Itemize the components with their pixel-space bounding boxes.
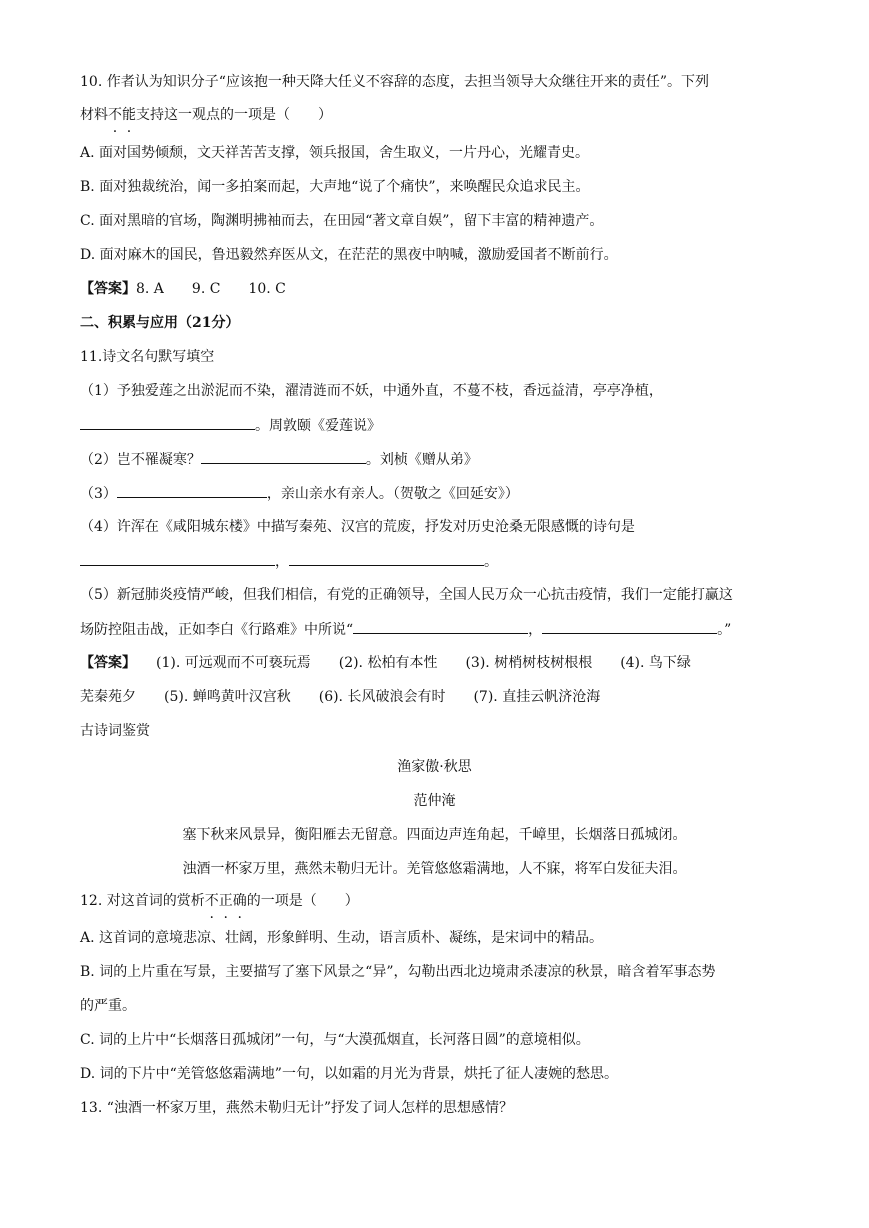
fill-blank[interactable] — [353, 619, 528, 634]
q11-part5-line1: （5）新冠肺炎疫情严峻，但我们相信，有党的正确领导，全国人民万众一心抗击疫情，我们一定能打赢这 — [80, 587, 733, 603]
q11-part1-line1: （1）予独爱莲之出淤泥而不染，濯清涟而不妖，中通外直，不蔓不枝，香远益清，亭亭净植， — [80, 383, 663, 399]
q10-stem-line1: 10. 作者认为知识分子“应该抱一种天降大任义不容辞的态度，去担当领导大众继往开来的责任”。下列 — [80, 74, 710, 90]
q10-option-a: A. 面对国势倾颓，文天祥苦苦支撑，领兵报国，舍生取义，一片丹心，光耀青史。 — [80, 145, 590, 161]
answer-line-11: 【答案】 (1). 可远观而不可亵玩焉 (2). 松柏有本性 (3). 树梢树枝树根根 (4). 鸟下绿 — [80, 655, 691, 671]
fill-blank[interactable] — [289, 551, 484, 566]
fill-blank[interactable] — [80, 551, 275, 566]
emphasis-mark: 确 — [232, 893, 247, 909]
q10-option-d: D. 面对麻木的国民，鲁迅毅然弃医从文，在茫茫的黑夜中呐喊，激励爱国者不断前行。 — [80, 247, 618, 263]
poem-author: 范仲淹 — [413, 793, 456, 809]
answer-line-8-10: 【答案】8. A 9. C 10. C — [80, 281, 286, 297]
q10-stem-line2: 材料不能支持这一观点的一项是（ ） — [80, 107, 332, 123]
q12-option-a: A. 这首词的意境悲凉、壮阔，形象鲜明、生动，语言质朴、凝练，是宋词中的精品。 — [80, 930, 604, 946]
answer-line-11-cont: 芜秦苑夕 (5). 蝉鸣黄叶汉宫秋 (6). 长风破浪会有时 (7). 直挂云帆济沧海 — [80, 689, 601, 705]
q11-part3: （3） ，亲山亲水有亲人。（贺敬之《回延安》） — [80, 483, 519, 504]
answer-label: 【答案】 — [80, 655, 136, 671]
q11-part4-line2: ， 。 — [80, 551, 498, 572]
q12-option-b-line2: 的严重。 — [80, 998, 136, 1014]
q11-part5-line2: 场防控阻击战，正如李白《行路难》中所说“ ， 。” — [80, 619, 731, 640]
fill-blank[interactable] — [80, 415, 255, 430]
q10-option-c: C. 面对黑暗的官场，陶渊明拂袖而去，在田园“著文章自娱”，留下丰富的精神遗产。 — [80, 213, 604, 229]
section-label: 古诗词鉴赏 — [80, 723, 150, 739]
poem-title: 渔家傲·秋思 — [397, 759, 472, 775]
emphasis-mark: 正 — [218, 893, 233, 909]
q11-part4-line1: （4）许浑在《咸阳城东楼》中描写秦苑、汉宫的荒废，抒发对历史沧桑无限感慨的诗句是 — [80, 519, 635, 535]
fill-blank[interactable] — [201, 449, 366, 464]
q12-option-c: C. 词的上片中“长烟落日孤城闭”一句，与“大漠孤烟直，长河落日圆”的意境相似。 — [80, 1032, 590, 1048]
emphasis-mark: 不 — [204, 893, 219, 909]
section-title: 二、积累与应用（21分） — [80, 315, 240, 331]
q12-option-d: D. 词的下片中“羌管悠悠霜满地”一句，以如霜的月光为背景，烘托了征人凄婉的愁思。 — [80, 1066, 618, 1082]
fill-blank[interactable] — [542, 619, 717, 634]
q11-title: 11.诗文名句默写填空 — [80, 349, 215, 365]
emphasis-mark: 不 — [108, 107, 122, 123]
answer-label: 【答案】 — [80, 281, 136, 297]
poem-line2: 浊酒一杯家万里，燕然未勒归无计。羌管悠悠霜满地，人不寐，将军白发征夫泪。 — [182, 861, 687, 877]
q10-option-b: B. 面对独裁统治，闻一多拍案而起，大声地“说了个痛快”，来唤醒民众追求民主。 — [80, 179, 590, 195]
q11-part1-line2: 。周敦颐《爱莲说》 — [80, 415, 381, 436]
fill-blank[interactable] — [117, 483, 267, 498]
q12-option-b-line1: B. 词的上片重在写景，主要描写了塞下风景之“异”，勾勒出西北边境肃杀凄凉的秋景，暗含着军事态势 — [80, 964, 716, 980]
poem-line1: 塞下秋来风景异，衡阳雁去无留意。四面边声连角起，千嶂里，长烟落日孤城闭。 — [182, 827, 687, 843]
emphasis-mark: 能 — [122, 107, 136, 123]
q11-part2: （2）岂不罹凝寒？ 。刘桢《赠从弟》 — [80, 449, 478, 470]
q13-stem: 13. “浊酒一杯家万里，燕然未勒归无计”抒发了词人怎样的思想感情？ — [80, 1100, 514, 1116]
q12-stem: 12. 对这首词的赏析不正确的一项是（ ） — [80, 893, 359, 909]
